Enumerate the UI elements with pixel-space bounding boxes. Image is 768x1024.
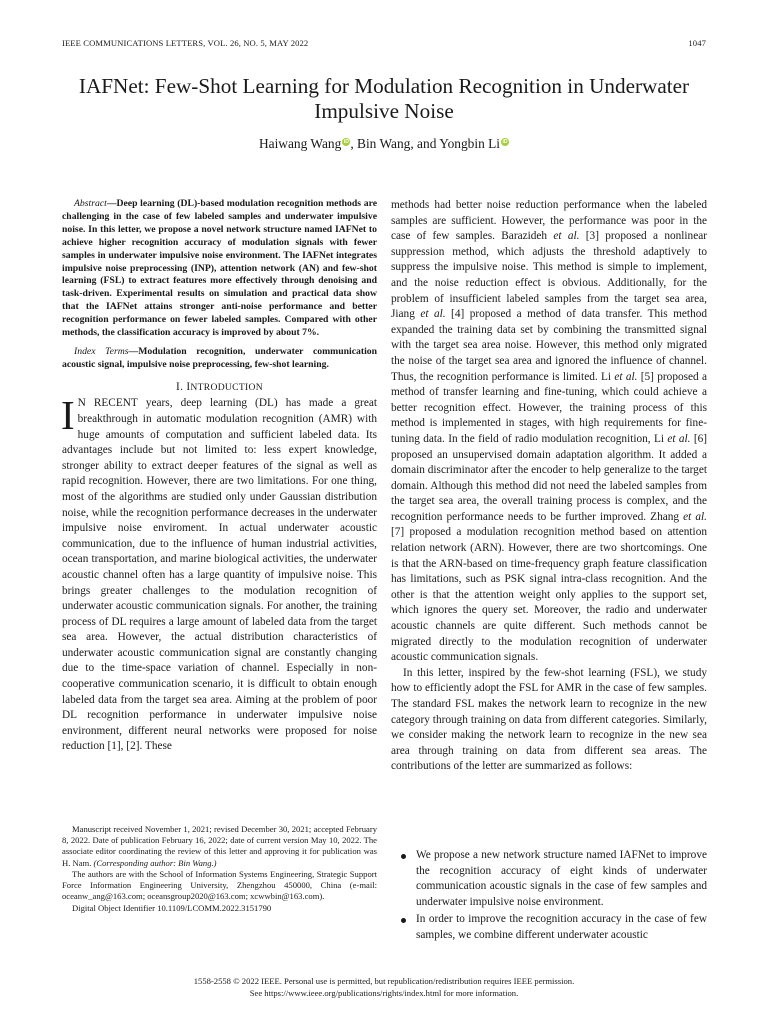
et-al: et al. [683, 510, 707, 523]
text-run: methods had better noise reduction performance when the labeled samples are sufficient. However, the performance was poor in the case of few samples. Barazideh [391, 199, 707, 243]
footnote-received [62, 824, 377, 869]
footnote-received-text: Manuscript received November 1, 2021; revised December 30, 2021; accepted February 8, 2022. Date of publication February 16, 2022; date of current version May 10, 2022. The associate editor coordinating the review of this letter and approving it for publication was H. Nam. [62, 824, 377, 868]
intro-body: years, deep learning (DL) has made a great breakthrough in automatic modulation recognition (AMR) with huge amounts of computation and sufficient labeled data. Its advantages include but not limited to: less expert knowledge, stronger ability to extract deeper features of the signal as well as rapid recognition. However, there are two limitations. For one thing, most of the algorithms are studied only under Gaussian distribution noise, while the recognition performance decreases in the underwater impulsive noise enviroment. In actual underwater acoustic communication, due to the influence of human industrial activities, ocean transportation, and marine biological activities, the underwater acoustic channel often has a large quantity of impulsive noise. This brings greater challenges to the modulation recognition of underwater acoustic communication signals. For another, the training process of DL requires a large amount of labeled data from the target sea area. However, the actual distribution characteristics of underwater acoustic communication signal are constantly changing due to the time-space variation of channel. Especially in non-cooperative communication scenario, it is difficult to obtain enough labeled data from the target sea area. Aiming at the problem of poor DL recognition performance in underwater impulsive noise environment, different neural networks were proposed for noise reduction [1], [2]. These [62, 397, 377, 753]
index-terms-text: Modulation recognition, underwater communication acoustic signal, impulsive noise preprocessing, few-shot learning. [62, 345, 377, 370]
orcid-icon[interactable]: iD [502, 139, 508, 145]
title-line-2: Impulsive Noise [314, 99, 454, 123]
copyright-line-2[interactable]: See https://www.ieee.org/publications/rights/index.html for more information. [249, 987, 519, 998]
text-run: [6] proposed an unsupervised domain adaptation algorithm. It added a domain discriminator after the encoder to help generalize to the target domain. Although this method did not need the labeled samples from the target sea area, the overall training process is complex, and the recognition performance needs to be further improved. Zhang [391, 432, 708, 523]
text-run: [7] proposed a modulation recognition method based on attention relation network (ARN). However, there are two shortcomings. One is that the ARN-based on time-frequency graph feature classification has limitations, such as PSK signal intra-class recognition. And the other is that the attention weight only applies to the support set, which ignores the query set. Moreover, the radio and underwater acoustic channels are quite different. Such methods cannot be migrated directly to the modulation recognition of underwater acoustic communication signals. [391, 526, 707, 664]
section-numeral: I. [176, 380, 187, 393]
footnote-doi[interactable]: Digital Object Identifier 10.1109/LCOMM.2022.3151790 [72, 903, 272, 914]
text-run: [3] proposed a nonlinear suppression method, which adjusts the threshold adaptively to suppress the impulsive noise. This method is simple to implement, and the noise reduction effect is obvious. Additionally, for the problem of insufficient labeled samples from the target sea area, Jiang [391, 230, 707, 321]
right-paragraph-2: In this letter, inspired by the few-shot learning (FSL), we study how to efficiently adopt the FSL for AMR in the case of few samples. The standard FSL makes the network learn to recognize in the new category through training on data from different categories. Similarly, we consider making the network learn to recognize in the new sea area through training on data from different sea areas. The contributions of the letter are summarized as follows: [391, 666, 707, 773]
footnote-affiliation: The authors are with the School of Information Systems Engineering, Strategic Support Force Information Engineering University, Zhengzhou 450000, China (e-mail: oceanw_ang@163.com; oceansgroup2020@163.com; xcwwbin@163.com). [62, 868, 377, 902]
intro-text [61, 392, 377, 755]
footnote-corresponding: (Corresponding author: Bin Wang.) [93, 857, 217, 868]
abstract [62, 198, 377, 340]
list-item-text: In order to improve the recognition accuracy in the case of few samples, we combine different underwater acoustic [416, 913, 707, 941]
et-al: et al. [553, 230, 580, 243]
section-title-initial: I [186, 380, 191, 393]
bullet-icon [401, 918, 406, 923]
running-head [62, 38, 706, 48]
list-item-text: We propose a new network structure named IAFNet to improve the recognition accuracy of eight kinds of underwater communication acoustic signals in the case of few samples and underwater impulsive noise environment. [416, 849, 707, 908]
right-paragraph-1 [391, 198, 707, 666]
author-name: Haiwang Wang [258, 136, 342, 151]
copyright-notice [40, 976, 728, 999]
abstract-text: Deep learning (DL)-based modulation recognition methods are challenging in the case of few labeled samples and underwater impulsive noise. In this letter, we propose a novel network structure named IAFNet to achieve higher recognition accuracy of modulation signals with fewer samples in underwater impulsive noise environment. The IAFNet integrates impulsive noise preprocessing (INP), attention network (AN) and few-shot learning (FSL) to extract features more effectively through denoising and task-driven. Experimental results on simulation and practical data show that the IAFNet attains stronger anti-noise performance and better recognition performance on fewer labeled samples. Compared with other methods, the classification accuracy is improved by about 7%. [62, 198, 377, 339]
index-terms-dash: — [128, 345, 139, 357]
text-run: [4] proposed a method of data transfer. This method expanded the training data set by combining the transmitted signal with the target sea area noise. However, this method only migrated the noise of the target sea area and ignored the influence of channel. Thus, the recognition performance is limited. Li [391, 308, 708, 383]
footnotes [62, 824, 377, 915]
et-al: et al. [614, 370, 638, 383]
paper-title [40, 74, 728, 124]
bullet-icon [401, 854, 406, 859]
copyright-line-1: 1558-2558 © 2022 IEEE. Personal use is permitted, but republication/redistribution requires IEEE permission. [193, 976, 575, 986]
author-list [40, 136, 728, 152]
list-item [400, 912, 707, 943]
et-al: et al. [420, 308, 446, 321]
intro-first-word: N RECENT [77, 397, 138, 410]
section-heading-introduction [62, 380, 377, 396]
index-terms [62, 346, 377, 372]
list-item [400, 848, 707, 910]
contribution-list [400, 848, 707, 946]
abstract-dash: — [106, 198, 117, 209]
title-line-1: IAFNet: Few-Shot Learning for Modulation Recognition in Underwater [78, 74, 690, 98]
journal-name: IEEE COMMUNICATIONS LETTERS, VOL. 26, NO. 5, MAY 2022 [62, 38, 309, 48]
section-title-rest: NTRODUCTION [190, 381, 263, 393]
right-column [391, 198, 707, 775]
text-run: [5] proposed a method of transfer learning and fine-tuning, which could achieve a better recognition effect. However, the training process of this method is implemented in stages, with high requirements for fine-tuning data. In the field of radio modulation recognition, Li [391, 370, 708, 445]
index-terms-label: Index Terms [74, 345, 129, 357]
left-column [62, 198, 377, 755]
abstract-label: Abstract [74, 198, 107, 209]
orcid-icon[interactable]: iD [343, 139, 349, 145]
et-al: et al. [667, 432, 691, 445]
drop-cap: I [61, 392, 75, 439]
introduction-paragraph [61, 392, 377, 755]
author-names-rest: , Bin Wang, and Yongbin Li [350, 136, 501, 151]
page-number: 1047 [688, 38, 706, 48]
